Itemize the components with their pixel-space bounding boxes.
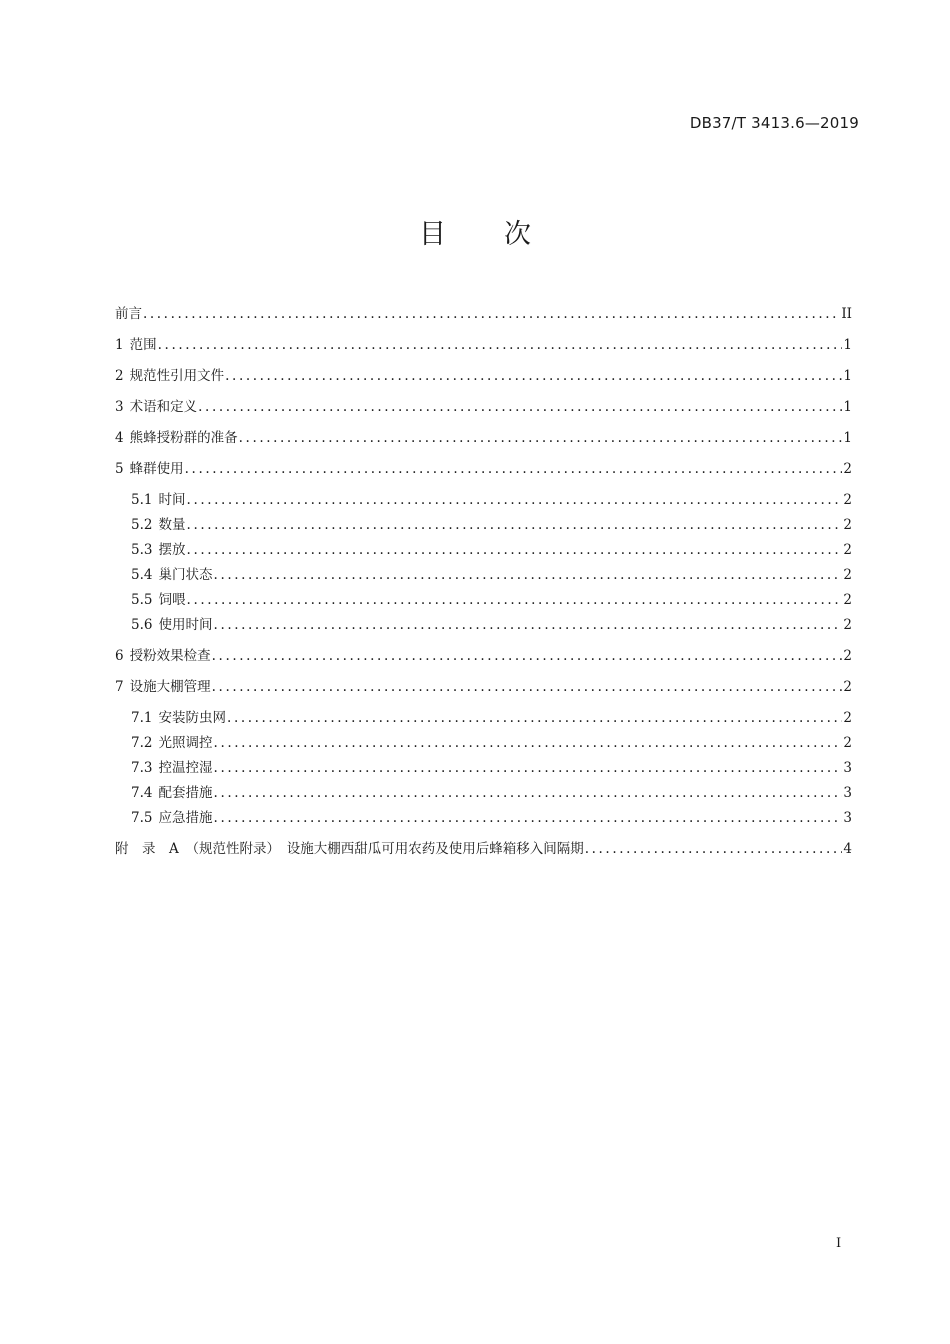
toc-entry-title: 范围: [129, 337, 157, 353]
toc-entry-7-1[interactable]: [131, 707, 852, 729]
toc-entry-1[interactable]: [115, 334, 852, 356]
toc-entry-number: 4: [115, 430, 124, 446]
toc-entry-title: 蜂群使用: [129, 461, 184, 477]
toc-entry-number: 5.6: [131, 617, 153, 633]
toc-entry-5-1[interactable]: [131, 489, 852, 511]
toc-entry-label: [131, 489, 186, 511]
toc-entry-number: 5.4: [131, 567, 153, 583]
toc-entry-3[interactable]: [115, 396, 852, 418]
toc-leader-dots: [214, 564, 843, 586]
toc-entry-number: 6: [115, 648, 124, 664]
toc-entry-label: [115, 365, 224, 387]
toc-entry-number: 7.2: [131, 735, 153, 751]
toc-entry-page: 2: [843, 617, 852, 633]
toc-entry-title: 安装防虫网: [158, 710, 227, 726]
toc-leader-dots: [214, 807, 843, 829]
toc-entry-7-5[interactable]: [131, 807, 852, 829]
toc-leader-dots: [214, 614, 843, 636]
toc-entry-number: 5.2: [131, 517, 153, 533]
toc-entry-page: 2: [843, 710, 852, 726]
toc-entry-number: 5.3: [131, 542, 153, 558]
toc-entry-page: 2: [843, 461, 852, 477]
toc-entry-page: 1: [843, 337, 852, 353]
toc-entry-title: 配套措施: [158, 785, 213, 801]
toc-entry-label: [115, 645, 211, 667]
toc-entry-page: 2: [843, 679, 852, 695]
toc-leader-dots: [214, 732, 843, 754]
toc-entry-page: II: [841, 306, 852, 322]
toc-entry-number: 5.1: [131, 492, 153, 508]
toc-entry-page: 3: [843, 785, 852, 801]
toc-entry-label: [115, 458, 184, 480]
toc-entry-page: 2: [843, 735, 852, 751]
toc-title-char: 目: [419, 219, 446, 250]
toc-entry-page: 2: [843, 592, 852, 608]
toc-entry-title: 数量: [158, 517, 186, 533]
toc-entry-label: [131, 732, 213, 754]
toc-entry-label: [131, 807, 213, 829]
toc-entry-7-2[interactable]: [131, 732, 852, 754]
toc-entry-title: 饲喂: [158, 592, 186, 608]
toc-entry-label: [131, 589, 186, 611]
toc-entry-title: 术语和定义: [129, 399, 198, 415]
toc-leader-dots: [187, 589, 843, 611]
toc-title: [0, 212, 950, 251]
toc-leader-dots: [212, 645, 843, 667]
toc-entry-title: 摆放: [158, 542, 186, 558]
toc-leader-dots: [187, 514, 843, 536]
toc-entry-title: 附 录 A （规范性附录） 设施大棚西甜瓜可用农药及使用后蜂箱移入间隔期: [115, 841, 584, 857]
toc-entry-title: 授粉效果检查: [129, 648, 211, 664]
toc-entry-label: [115, 427, 238, 449]
toc-entry-page: 1: [843, 399, 852, 415]
toc-entry-label: [131, 707, 226, 729]
toc-entry-5[interactable]: [115, 458, 852, 480]
toc-entry-page: 2: [843, 648, 852, 664]
toc-entry-title: 规范性引用文件: [129, 368, 225, 384]
toc-entry-5-5[interactable]: [131, 589, 852, 611]
toc-entry-title: 巢门状态: [158, 567, 213, 583]
toc-entry-5-4[interactable]: [131, 564, 852, 586]
document-code: DB37/T 3413.6—2019: [689, 114, 859, 132]
toc-entry-title: 时间: [158, 492, 186, 508]
toc-entry-number: 1: [115, 337, 124, 353]
toc-entry-title: 使用时间: [158, 617, 213, 633]
toc-entry-number: 5.5: [131, 592, 153, 608]
toc-entry-4[interactable]: [115, 427, 852, 449]
toc-entry-6[interactable]: [115, 645, 852, 667]
toc-entry-title: 应急措施: [158, 810, 213, 826]
toc-entry-2[interactable]: [115, 365, 852, 387]
toc-entry-page: 2: [843, 542, 852, 558]
toc-entry-number: 7.1: [131, 710, 153, 726]
toc-entry-page: 1: [843, 430, 852, 446]
toc-entry-number: 2: [115, 368, 124, 384]
toc-entry-title: 控温控湿: [158, 760, 213, 776]
toc-entry-label: [115, 676, 211, 698]
toc-entry-5-3[interactable]: [131, 539, 852, 561]
toc-entry-title: 前言: [115, 306, 142, 322]
toc-leader-dots: [198, 396, 842, 418]
toc-entry-7[interactable]: [115, 676, 852, 698]
toc-entry-number: 7.3: [131, 760, 153, 776]
toc-entry-number: 7.5: [131, 810, 153, 826]
toc-entry-label: [131, 514, 186, 536]
toc-leader-dots: [225, 365, 842, 387]
toc-entry-page: 2: [843, 492, 852, 508]
toc-leader-dots: [239, 427, 843, 449]
toc-entry-page: 1: [843, 368, 852, 384]
toc-entry-page: 2: [843, 517, 852, 533]
toc-leader-dots: [585, 838, 843, 860]
toc-entry-7-3[interactable]: [131, 757, 852, 779]
toc-entry-page: 3: [843, 810, 852, 826]
toc-entry-number: 7: [115, 679, 124, 695]
toc-entry-number: 3: [115, 399, 124, 415]
toc-entry-5-6[interactable]: [131, 614, 852, 636]
toc-entry-label: [131, 539, 186, 561]
toc-entry-number: 7.4: [131, 785, 153, 801]
toc-entry-title: 熊蜂授粉群的准备: [129, 430, 238, 446]
toc-entry-page: 2: [843, 567, 852, 583]
toc-leader-dots: [214, 757, 843, 779]
toc-leader-dots: [143, 303, 840, 325]
toc-entry-5-2[interactable]: [131, 514, 852, 536]
toc-entry-foreword[interactable]: [115, 303, 852, 325]
toc-entry-label: [131, 782, 213, 804]
toc-entry-label: [131, 757, 213, 779]
toc-entry-page: 3: [843, 760, 852, 776]
toc-entry-7-4[interactable]: [131, 782, 852, 804]
toc-leader-dots: [187, 539, 843, 561]
toc-entry-title: 光照调控: [158, 735, 213, 751]
toc-leader-dots: [158, 334, 843, 356]
toc-entry-label: [131, 564, 213, 586]
toc-leader-dots: [214, 782, 843, 804]
toc-entry-label: [131, 614, 213, 636]
toc-entry-title: 设施大棚管理: [129, 679, 211, 695]
toc-leader-dots: [185, 458, 843, 480]
toc-title-char: 次: [504, 219, 531, 250]
toc-entry-label: [115, 334, 157, 356]
toc-entry-number: 5: [115, 461, 124, 477]
toc-entry-appendix-a[interactable]: [115, 838, 852, 860]
toc-leader-dots: [227, 707, 842, 729]
page-number: I: [836, 1236, 842, 1251]
toc-leader-dots: [212, 676, 843, 698]
toc-entry-label: [115, 396, 197, 418]
toc-leader-dots: [187, 489, 843, 511]
toc-entry-page: 4: [843, 841, 852, 857]
